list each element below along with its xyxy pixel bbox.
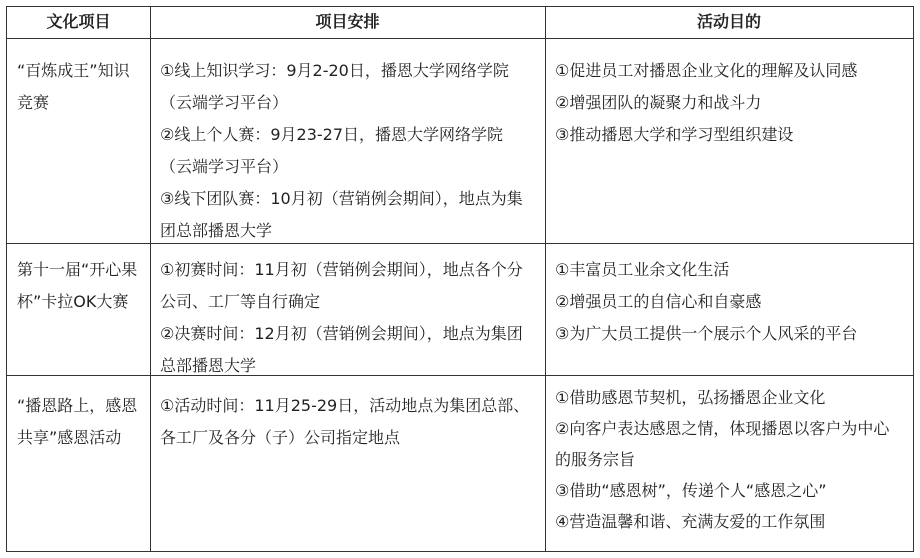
purpose-item: ①促进员工对播恩企业文化的理解及认同感: [555, 61, 858, 80]
header-project: 文化项目: [46, 12, 111, 31]
purpose-item: ②增强团队的凝聚力和战斗力: [555, 93, 762, 112]
purpose-item: ①借助感恩节契机，弘扬播恩企业文化: [555, 388, 826, 407]
row3-project: [7, 376, 150, 551]
project-name: “百炼成王”知识竞赛: [17, 61, 130, 112]
header-purpose: 活动目的: [696, 12, 761, 31]
purpose-item: ①丰富员工业余文化生活: [555, 260, 730, 279]
row1-purpose: [545, 39, 913, 243]
header-arrangement: 项目安排: [315, 12, 380, 31]
project-name: 第十一届“开心果杯”卡拉OK大赛: [17, 260, 138, 311]
arrangement-item: ②决赛时间：12月初（营销例会期间），地点为集团总部播恩大学: [160, 324, 523, 375]
purpose-item: ③为广大员工提供一个展示个人风采的平台: [555, 324, 858, 343]
row3-arrangement: [150, 376, 545, 551]
purpose-item: ③推动播恩大学和学习型组织建设: [555, 125, 794, 144]
purpose-item: ②增强员工的自信心和自豪感: [555, 292, 762, 311]
purpose-item: ④营造温馨和谐、充满友爱的工作氛围: [555, 512, 826, 531]
arrangement-item: ①活动时间：11月25-29日，活动地点为集团总部、各工厂及各分（子）公司指定地点: [160, 396, 530, 447]
arrangement-item: ①初赛时间：11月初（营销例会期间），地点各个分公司、工厂等自行确定: [160, 260, 523, 311]
row1-project: [7, 39, 150, 243]
project-name: “播恩路上，感恩共享”感恩活动: [17, 396, 138, 447]
row3-purpose: [545, 376, 913, 551]
row2-purpose: [545, 244, 913, 375]
purpose-item: ②向客户表达感恩之情，体现播恩以客户为中心的服务宗旨: [555, 419, 890, 469]
arrangement-item: ①线上知识学习：9月2-20日，播恩大学网络学院（云端学习平台）: [160, 61, 509, 112]
row1-arrangement: [150, 39, 545, 243]
culture-project-table: [6, 6, 914, 552]
arrangement-item: ③线下团队赛：10月初（营销例会期间），地点为集团总部播恩大学: [160, 189, 523, 240]
purpose-item: ③借助“感恩树”，传递个人“感恩之心”: [555, 481, 827, 500]
row2-arrangement: [150, 244, 545, 375]
row2-project: [7, 244, 150, 375]
arrangement-item: ②线上个人赛：9月23-27日，播恩大学网络学院（云端学习平台）: [160, 125, 504, 176]
